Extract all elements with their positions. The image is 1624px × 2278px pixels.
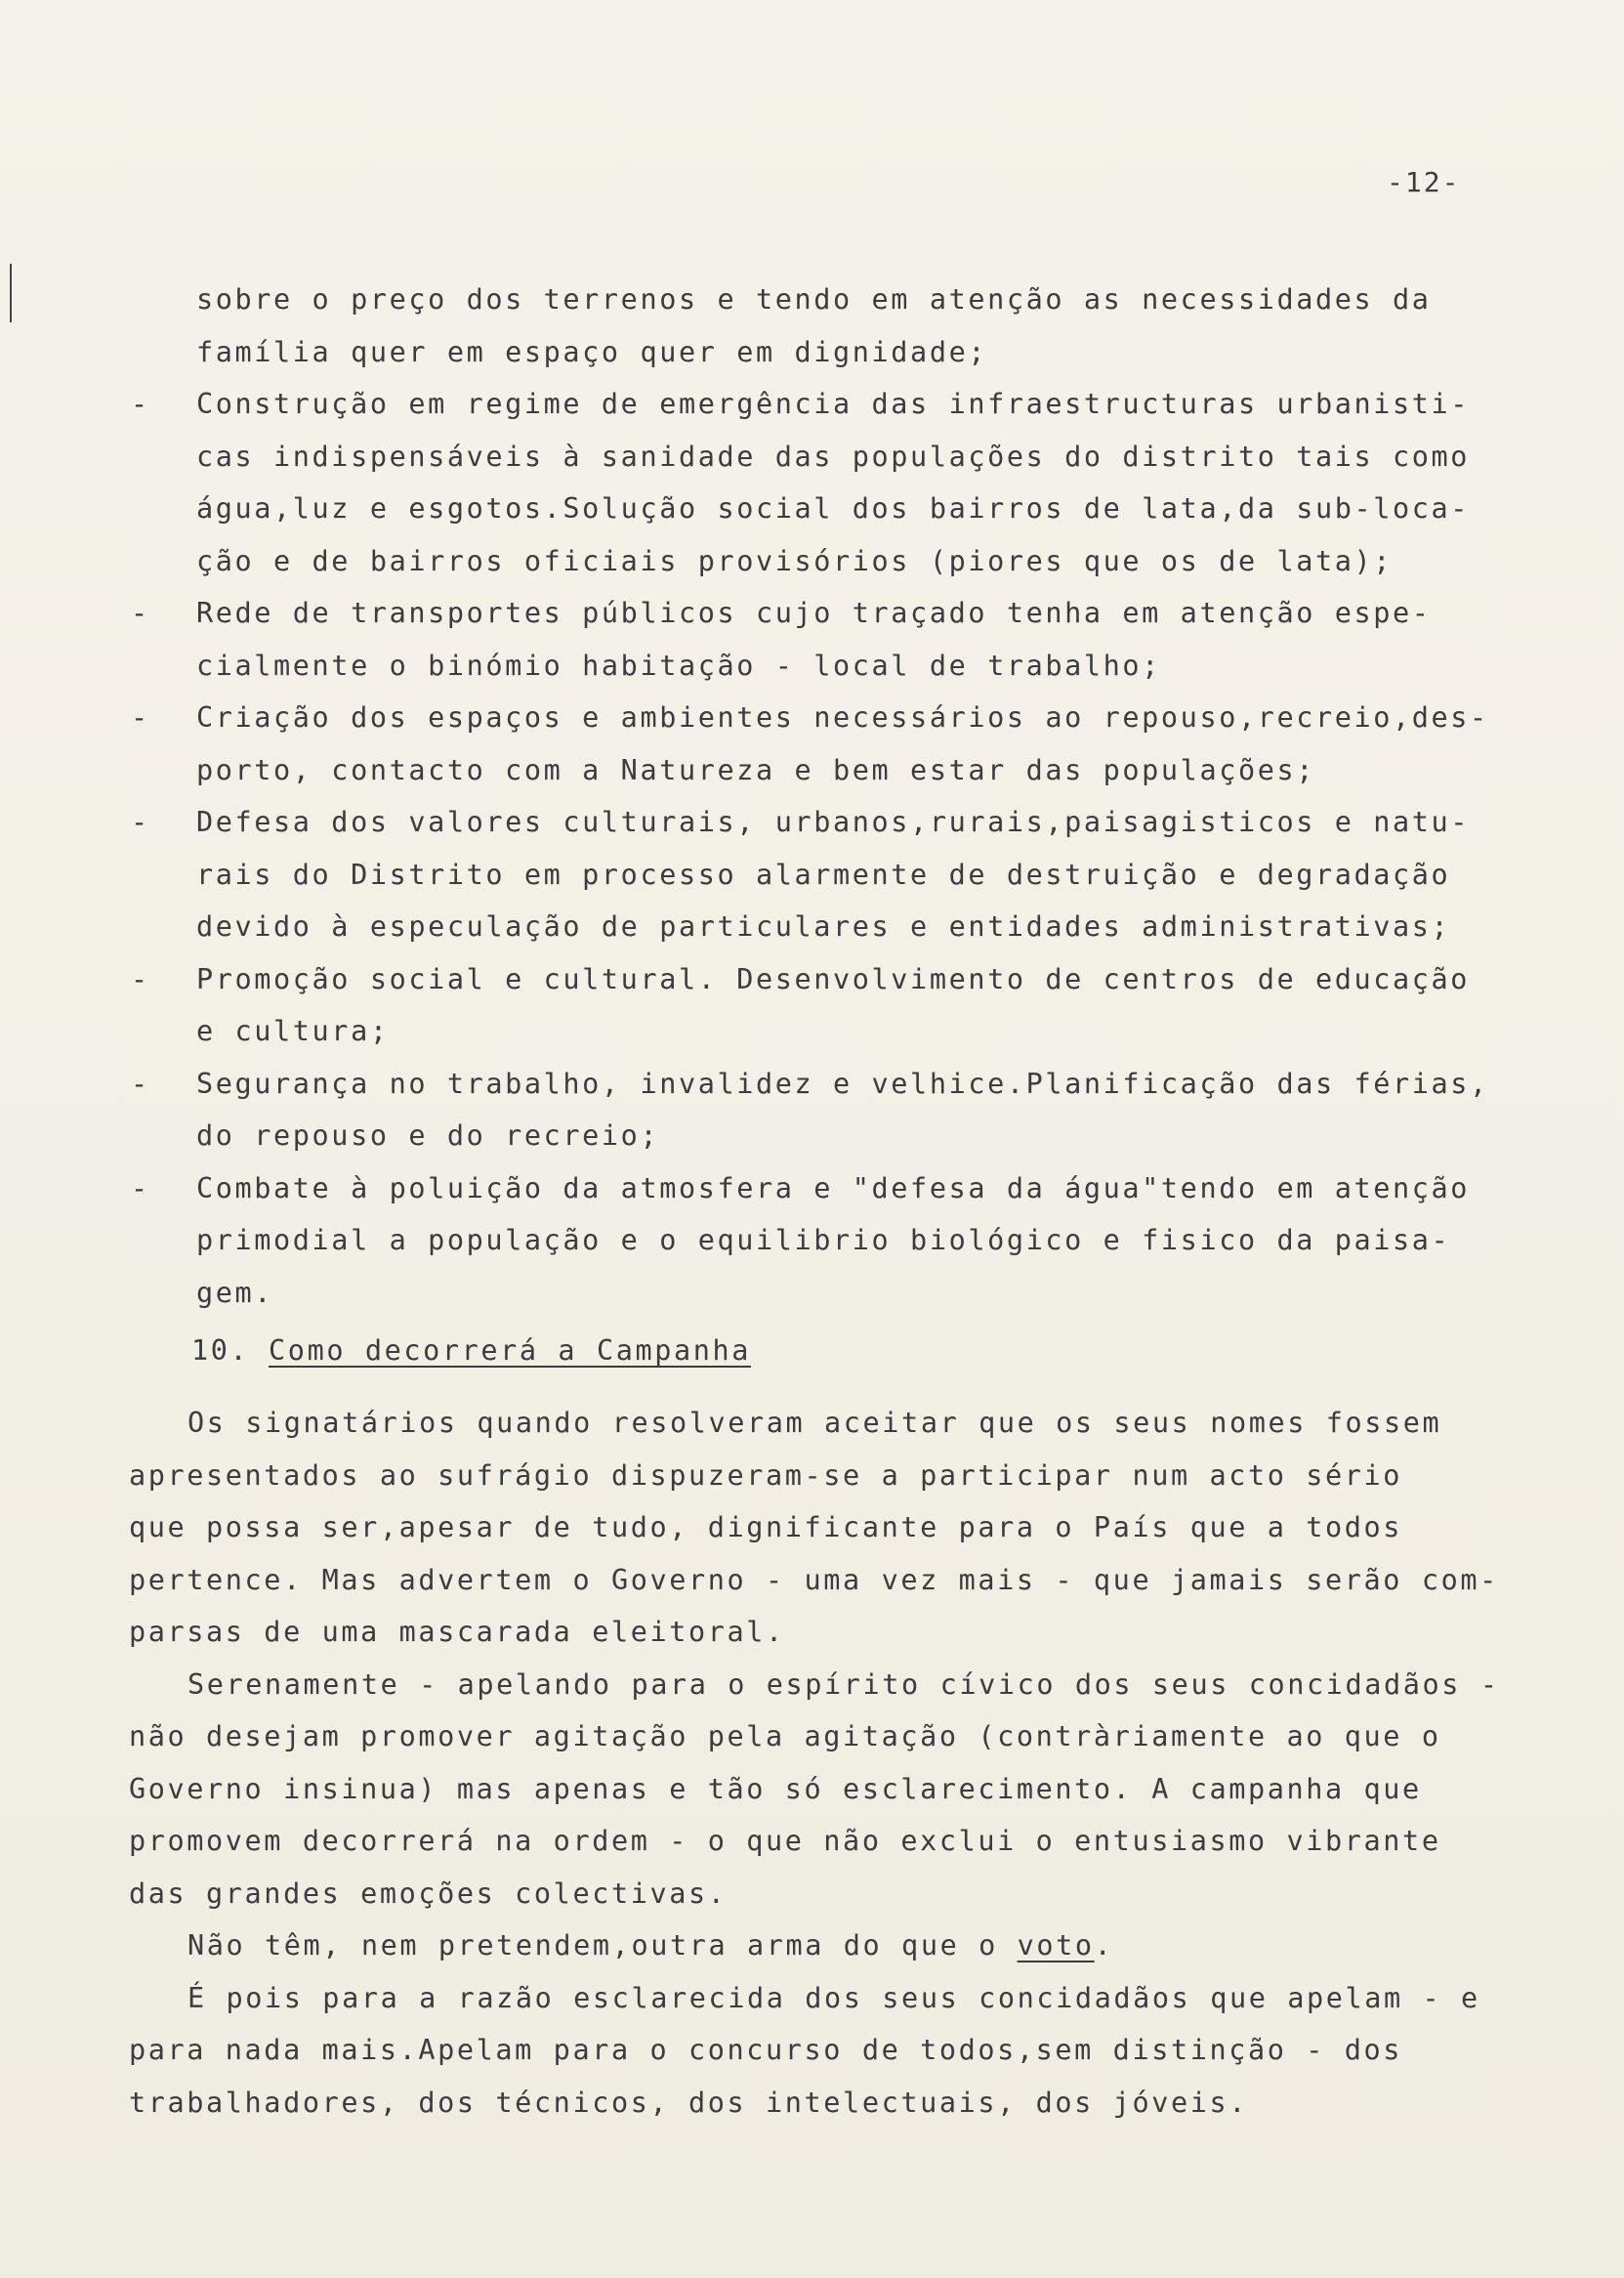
text-segment: Não têm, nem pretendem,outra arma do que o [187, 1929, 1018, 1962]
text-line: família quer em espaço quer em dignidade; [196, 335, 988, 368]
text-line: Defesa dos valores culturais, urbanos,rurais,paisagisticos e natu- [196, 806, 1471, 838]
bullet-dash: - [131, 1171, 150, 1204]
text-line: É pois para a razão esclarecida dos seus concidadãos que apelam - e [187, 1981, 1480, 2014]
text-line: gem. [196, 1276, 274, 1309]
section-number: 10. [191, 1334, 250, 1367]
text-line: parsas de uma mascarada eleitoral. [129, 1616, 785, 1648]
text-line: devido à especulação de particulares e entidades administrativas; [196, 910, 1451, 943]
text-line: das grandes emoções colectivas. [129, 1877, 728, 1910]
bullet-item [131, 1162, 1498, 1320]
bullet-dash: - [131, 701, 150, 734]
paragraph [131, 1972, 1498, 2130]
page-number: -12- [1387, 166, 1461, 198]
bullet-item [131, 692, 1498, 796]
text-line: porto, contacto com a Natureza e bem estar das populações; [196, 753, 1315, 786]
text-line: Construção em regime de emergência das infraestructuras urbanisti- [196, 388, 1471, 420]
section-heading [131, 1325, 1498, 1377]
text-line: Promoção social e cultural. Desenvolvimento de centros de educação [196, 962, 1471, 995]
text-line: sobre o preço dos terrenos e tendo em atenção as necessidades da [196, 283, 1432, 316]
text-line: promovem decorrerá na ordem - o que não exclui o entusiasmo vibrante [129, 1825, 1441, 1857]
text-line: e cultura; [196, 1015, 390, 1047]
text-line: cialmente o binómio habitação - local de trabalho; [196, 649, 1161, 682]
body-text [131, 274, 1498, 1377]
margin-mark [10, 264, 12, 322]
text-line: não desejam promover agitação pela agitação (contràriamente ao que o [129, 1720, 1441, 1752]
text-line: ção e de bairros oficiais provisórios (piores que os de lata); [196, 544, 1394, 577]
text-line: Governo insinua) mas apenas e tão só esclarecimento. A campanha que [129, 1772, 1422, 1805]
text-line: Combate à poluição da atmosfera e "defesa da água"tendo em atenção [196, 1171, 1471, 1204]
text-line: Serenamente - apelando para o espírito cívico dos seus concidadãos - [187, 1667, 1500, 1701]
paragraph [131, 1919, 1498, 1972]
bullet-item [131, 587, 1498, 692]
paragraphs [131, 1397, 1498, 2129]
paragraph [131, 1659, 1498, 1920]
bullet-dash: - [131, 597, 150, 629]
text-line: para nada mais.Apelam para o concurso de todos,sem distinção - dos [129, 2034, 1403, 2066]
text-line: pertence. Mas advertem o Governo - uma vez mais - que jamais serão com- [129, 1563, 1499, 1596]
text-line: Rede de transportes públicos cujo traçado tenha em atenção espe- [196, 597, 1432, 629]
bullet-item [131, 1058, 1498, 1162]
text-line: primodial a população e o equilibrio biológico e fisico da paisa- [196, 1224, 1451, 1256]
text-line: apresentados ao sufrágio dispuzeram-se a participar num acto sério [129, 1458, 1403, 1492]
text-line: água,luz e esgotos.Solução social dos bairros de lata,da sub-loca- [196, 492, 1471, 525]
bullet-dash: - [131, 388, 150, 420]
text-line: rais do Distrito em processo alarmente de destruição e degradação [196, 858, 1451, 891]
underlined-word: voto [1017, 1929, 1095, 1962]
paragraph [131, 1397, 1498, 1659]
text-line: cas indispensáveis à sanidade das populações do distrito tais como [196, 440, 1471, 473]
text-line: Criação dos espaços e ambientes necessários ao repouso,recreio,des- [196, 701, 1489, 734]
section-title: Como decorrerá a Campanha [269, 1334, 752, 1367]
text-line: Os signatários quando resolveram aceitar que os seus nomes fossem [187, 1407, 1442, 1439]
bullet-item [131, 796, 1498, 953]
bullet-item [131, 378, 1498, 587]
text-line: trabalhadores, dos técnicos, dos intelectuais, dos jóveis. [129, 2086, 1248, 2119]
bullet-dash: - [131, 806, 150, 838]
text-line: Segurança no trabalho, invalidez e velhice.Planificação das férias, [196, 1067, 1489, 1100]
text-segment: . [1094, 1929, 1114, 1962]
bullet-dash: - [131, 962, 150, 995]
text-line: que possa ser,apesar de tudo, dignificante para o País que a todos [129, 1511, 1403, 1543]
bullet-dash: - [131, 1067, 150, 1100]
text-line: do repouso e do recreio; [196, 1119, 660, 1152]
bullet-item [131, 953, 1498, 1058]
